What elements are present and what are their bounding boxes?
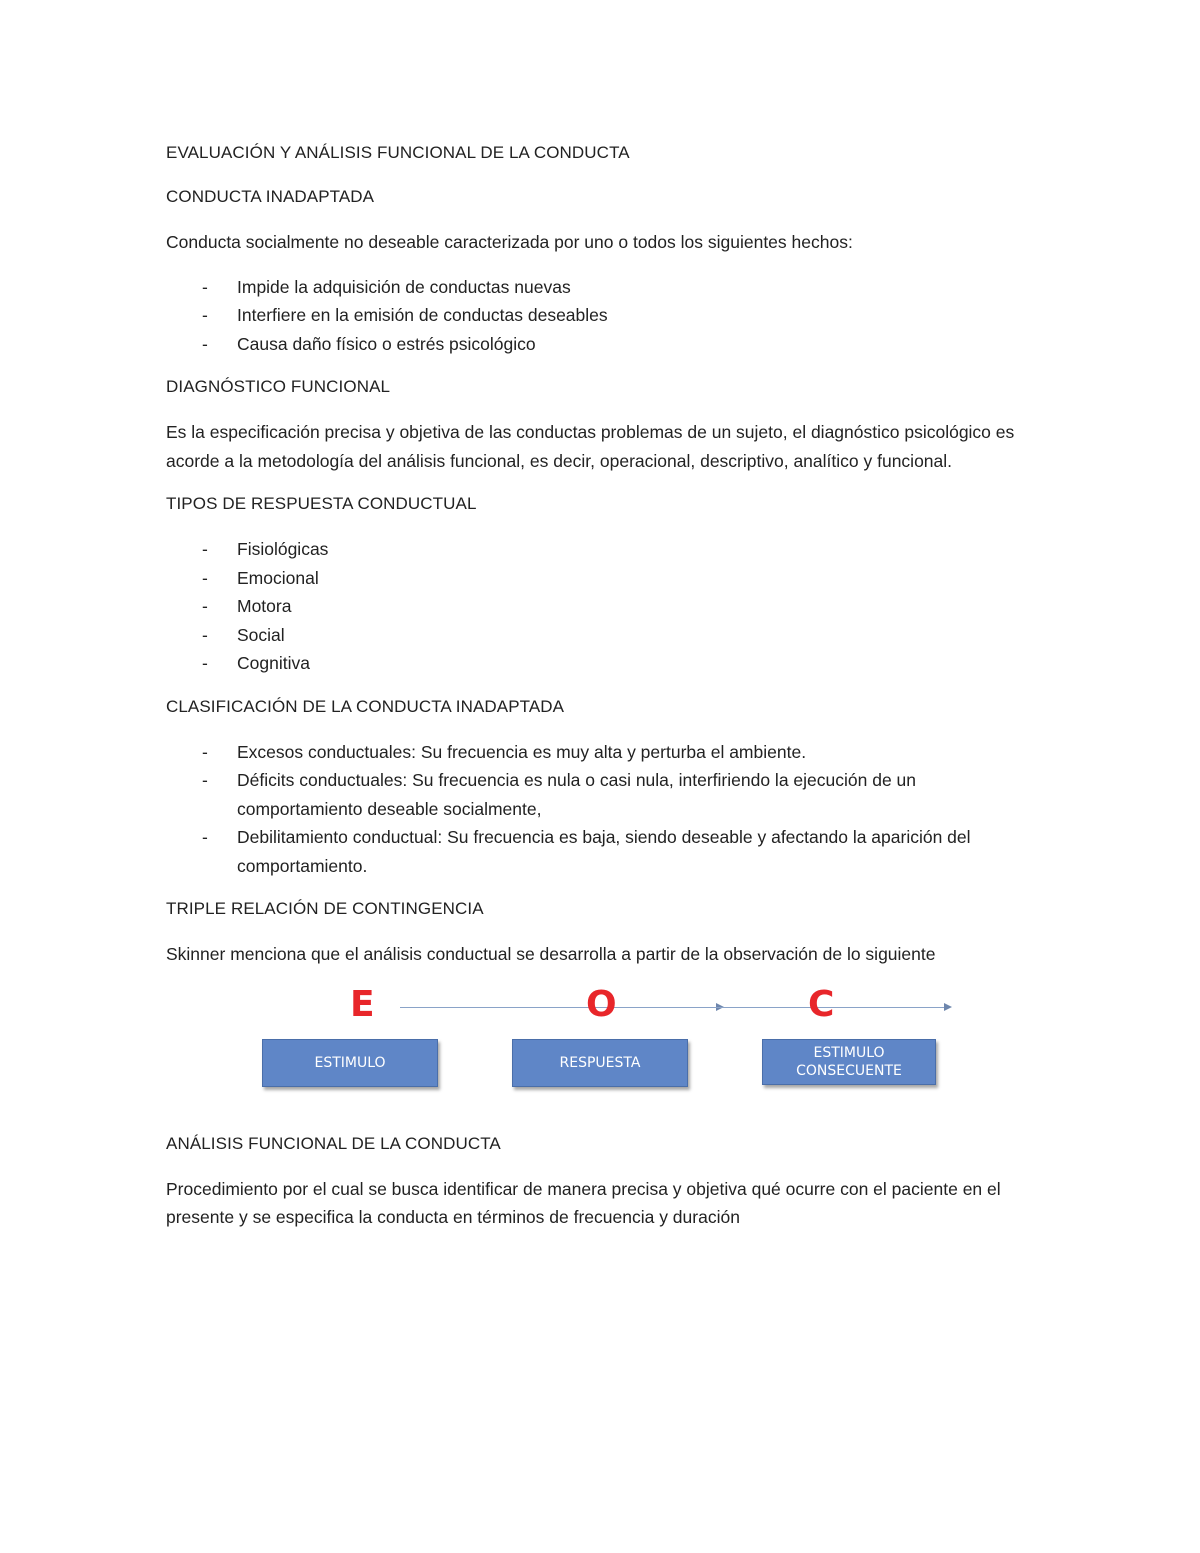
heading-triple: TRIPLE RELACIÓN DE CONTINGENCIA — [166, 899, 484, 918]
bullet: - — [202, 741, 208, 762]
list-item-text: Déficits conductuales: Su frecuencia es nula o casi nula, interfiriendo la ejecución de un comportamiento deseable socialmente, — [237, 770, 917, 819]
analisis-text: Procedimiento por el cual se busca identificar de manera precisa y objetiva qué ocurre con el paciente en el presente y se especifica la conducta en términos de frecuencia y duración — [166, 1178, 1001, 1227]
document-title: EVALUACIÓN Y ANÁLISIS FUNCIONAL DE LA CONDUCTA — [166, 143, 630, 162]
bullet: - — [202, 567, 208, 588]
box-respuesta: RESPUESTA — [512, 1039, 688, 1087]
list-item — [166, 649, 1046, 678]
bullet: - — [202, 333, 208, 354]
heading-tipos: TIPOS DE RESPUESTA CONDUCTUAL — [166, 494, 477, 513]
list-item — [166, 592, 1046, 621]
letter-c: C — [808, 983, 835, 1025]
list-item — [166, 273, 1046, 302]
letter-o: O — [586, 983, 617, 1025]
heading-conducta-inadaptada: CONDUCTA INADAPTADA — [166, 187, 375, 206]
conducta-inadaptada-list — [166, 273, 1046, 359]
list-item-text: Emocional — [237, 567, 319, 588]
letter-e: E — [350, 983, 375, 1025]
list-item-text: Fisiológicas — [237, 539, 329, 559]
list-item-text: Interfiere en la emisión de conductas deseables — [237, 305, 608, 325]
bullet: - — [202, 276, 208, 297]
box-estimulo-consecuente: ESTIMULO CONSECUENTE — [762, 1039, 936, 1085]
list-item — [166, 564, 1046, 593]
bullet: - — [202, 539, 208, 559]
list-item — [166, 330, 1046, 359]
heading-analisis: ANÁLISIS FUNCIONAL DE LA CONDUCTA — [166, 1133, 501, 1153]
diagnostico-text: Es la especificación precisa y objetiva de las conductas problemas de un sujeto, el diagnóstico psicológico es acorde a la metodología del análisis funcional, es decir, operacional, descriptivo, analítico y funcional. — [166, 422, 1015, 471]
bullet: - — [202, 596, 208, 616]
list-item-text: Social — [237, 624, 285, 645]
list-item — [166, 738, 1046, 767]
bullet: - — [202, 305, 208, 325]
list-item — [166, 621, 1046, 650]
list-item — [166, 766, 1046, 823]
list-item — [166, 301, 1046, 330]
bullet: - — [202, 827, 208, 847]
list-item-text: Impide la adquisición de conductas nuevas — [237, 276, 571, 297]
triple-text: Skinner menciona que el análisis conductual se desarrolla a partir de la observación de lo siguiente — [166, 944, 936, 964]
conducta-inadaptada-intro: Conducta socialmente no deseable caracterizada por uno o todos los siguientes hechos: — [166, 232, 853, 252]
bullet: - — [202, 770, 208, 790]
list-item-text: Debilitamiento conductual: Su frecuencia es baja, siendo deseable y afectando la aparición del comportamiento. — [237, 827, 971, 876]
box-estimulo: ESTIMULO — [262, 1039, 438, 1087]
heading-clasificacion: CLASIFICACIÓN DE LA CONDUCTA INADAPTADA — [166, 696, 565, 716]
list-item-text: Cognitiva — [237, 653, 310, 673]
clasificacion-list — [166, 738, 1046, 881]
list-item-text: Motora — [237, 596, 292, 616]
list-item — [166, 823, 1046, 880]
tipos-list — [166, 535, 1046, 678]
list-item-text: Excesos conductuales: Su frecuencia es muy alta y perturba el ambiente. — [237, 741, 807, 762]
document-content — [166, 140, 1046, 1248]
contingency-diagram — [166, 985, 1046, 1115]
bullet: - — [202, 653, 208, 673]
list-item-text: Causa daño físico o estrés psicológico — [237, 333, 536, 354]
arrow-o-c — [638, 1007, 950, 1008]
list-item — [166, 535, 1046, 564]
bullet: - — [202, 624, 208, 645]
heading-diagnostico: DIAGNÓSTICO FUNCIONAL — [166, 377, 391, 396]
